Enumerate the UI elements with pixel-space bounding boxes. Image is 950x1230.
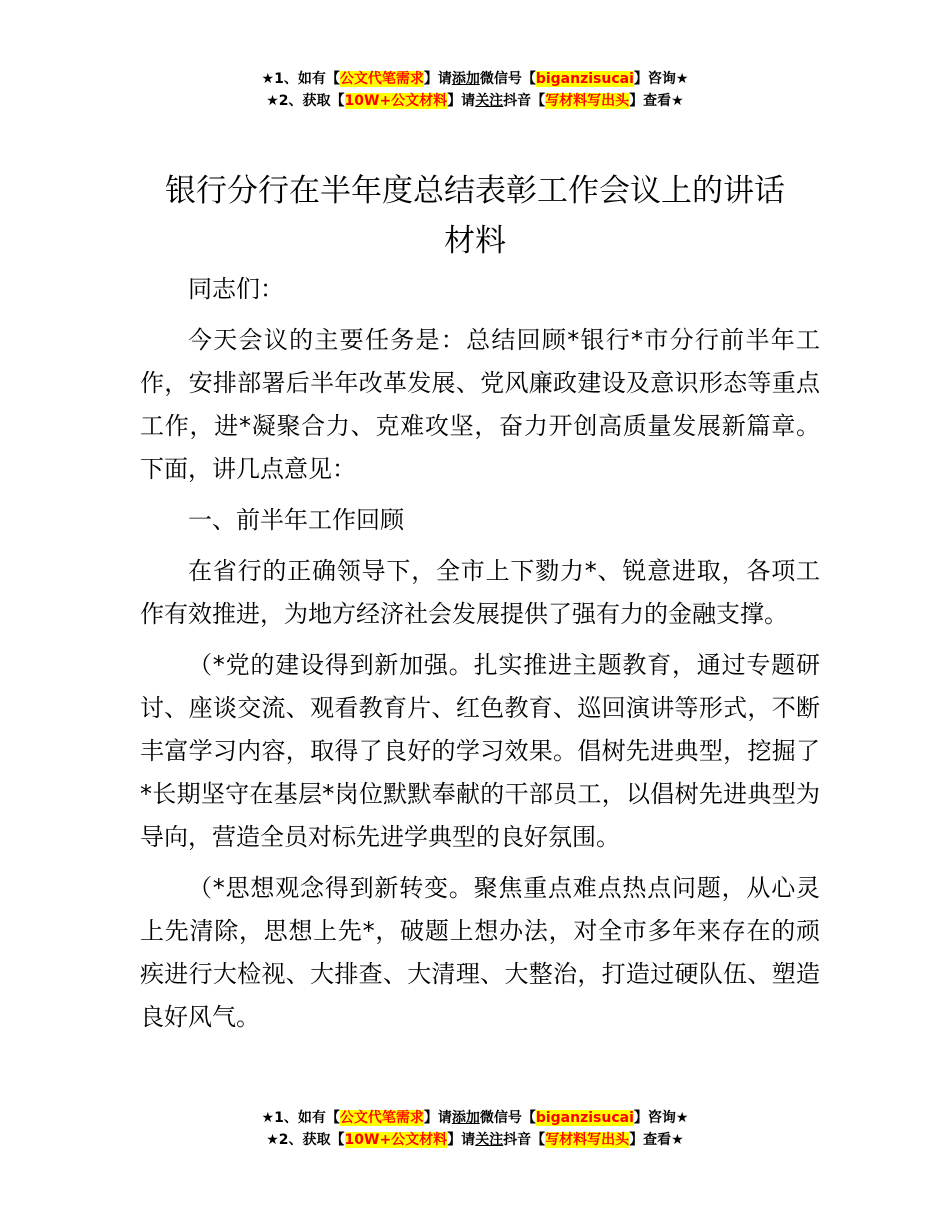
banner-text: 微信号【	[479, 71, 536, 87]
banner-underlined: 添加	[451, 1110, 480, 1126]
banner-highlight: 10W+公文材料	[344, 93, 448, 109]
body-paragraph: 今天会议的主要任务是：总结回顾*银行*市分行前半年工作，安排部署后半年改革发展、党风廉政建设及意识形态等重点工作，进*凝聚合力、克难攻坚，奋力开创高质量发展新篇章。下面，讲几点意见：	[140, 326, 820, 483]
banner-underlined: 关注	[475, 1132, 504, 1148]
banner-text: 】请	[423, 1110, 452, 1126]
banner-highlight: 10W+公文材料	[344, 1132, 448, 1148]
banner-line-1	[0, 68, 950, 90]
banner-highlight: 写材料写出头	[545, 93, 630, 109]
footer-banner	[0, 1107, 950, 1151]
banner-text: ★1、如有【	[261, 71, 340, 87]
banner-text: 抖音【	[503, 1132, 546, 1148]
banner-highlight: biganzisucai	[535, 71, 634, 87]
body-paragraph: （*思想观念得到新转变。聚焦重点难点热点问题，从心灵上先清除，思想上先*，破题上想办法，对全市多年来存在的顽疾进行大检视、大排查、大清理、大整治，打造过硬队伍、塑造良好风气。	[140, 874, 820, 1031]
section-heading: 一、前半年工作回顾	[188, 506, 404, 534]
banner-underlined: 添加	[451, 71, 480, 87]
banner-text: 微信号【	[479, 1110, 536, 1126]
document-title	[140, 166, 810, 266]
banner-highlight: 公文代笔需求	[339, 71, 424, 87]
banner-text: 】请	[447, 1132, 476, 1148]
banner-line-2	[0, 1129, 950, 1151]
banner-text: 】查看★	[629, 93, 684, 109]
title-line-1: 银行分行在半年度总结表彰工作会议上的讲话	[165, 173, 785, 209]
banner-text: ★2、获取【	[266, 93, 345, 109]
banner-text: 】请	[423, 71, 452, 87]
salutation: 同志们：	[188, 275, 284, 303]
body-paragraph: （*党的建设得到新加强。扎实推进主题教育，通过专题研讨、座谈交流、观看教育片、红色教育、巡回演讲等形式，不断丰富学习内容，取得了良好的学习效果。倡树先进典型，挖掘了*长期坚守在基层*岗位默默奉献的干部员工，以倡树先进典型为导向，营造全员对标先进学典型的良好氛围。	[140, 651, 820, 851]
banner-highlight: 公文代笔需求	[339, 1110, 424, 1126]
banner-highlight: biganzisucai	[535, 1110, 634, 1126]
banner-text: 抖音【	[503, 93, 546, 109]
banner-text: 】咨询★	[633, 71, 689, 87]
banner-line-2	[0, 90, 950, 112]
banner-text: ★1、如有【	[261, 1110, 340, 1126]
document-body	[140, 268, 820, 1047]
banner-text: 】请	[447, 93, 476, 109]
banner-underlined: 关注	[475, 93, 504, 109]
header-banner	[0, 68, 950, 112]
banner-highlight: 写材料写出头	[545, 1132, 630, 1148]
banner-line-1	[0, 1107, 950, 1129]
banner-text: 】咨询★	[633, 1110, 689, 1126]
banner-text: ★2、获取【	[266, 1132, 345, 1148]
body-paragraph: 在省行的正确领导下，全市上下勠力*、锐意进取，各项工作有效推进，为地方经济社会发展提供了强有力的金融支撑。	[140, 557, 820, 628]
banner-text: 】查看★	[629, 1132, 684, 1148]
title-line-2: 材料	[444, 223, 506, 259]
